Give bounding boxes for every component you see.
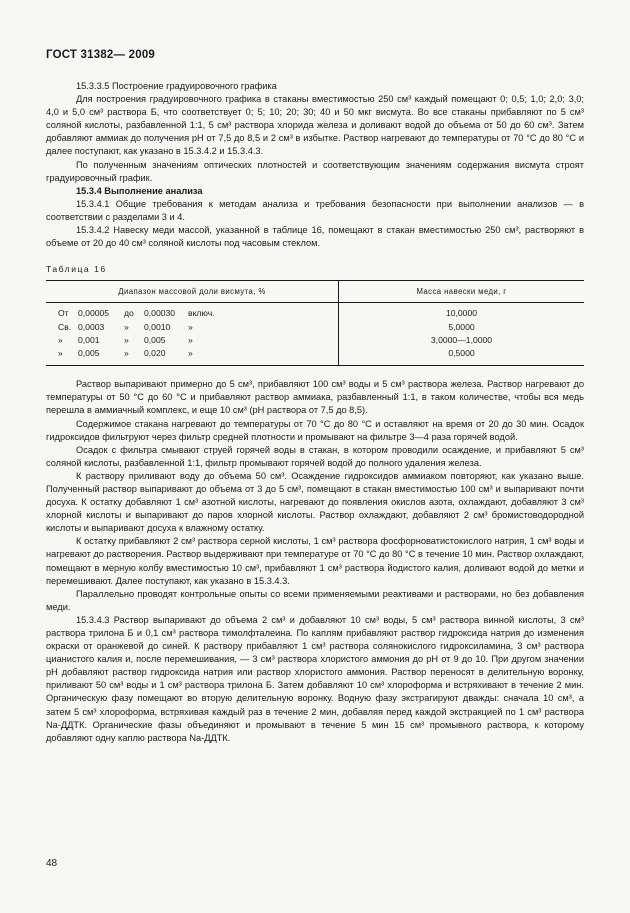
- range-to-word: »: [124, 321, 129, 332]
- range-to: 0,020: [144, 348, 166, 359]
- table-16: [46, 280, 584, 366]
- table-header-range: Диапазон массовой доли висмута, %: [46, 281, 339, 303]
- document-header: ГОСТ 31382— 2009: [46, 49, 156, 61]
- table-header-mass: Масса навески меди, г: [339, 281, 585, 303]
- range-to: 0,00030: [144, 308, 176, 319]
- mass-value: 10,0000: [445, 308, 478, 319]
- table-row: [46, 334, 584, 347]
- range-prefix: От: [58, 308, 69, 319]
- range-to: 0,005: [144, 334, 166, 345]
- table-caption: Таблица 16: [46, 264, 107, 275]
- heading-15-3-4: 15.3.4 Выполнение анализа: [76, 185, 203, 196]
- range-to-word: »: [124, 334, 129, 345]
- paragraph: Содержимое стакана нагревают до температуры от 70 °С до 80 °С и оставляют на время от 20 до 30 мин. Осадок гидроксидов фильтруют через фильтр средней плотности и промывают на фильтре 3—4 раза горячей водой.: [46, 418, 584, 442]
- range-to-word: до: [124, 308, 134, 319]
- range-to-word: »: [124, 348, 129, 359]
- paragraph: Параллельно проводят контрольные опыты со всеми применяемыми реактивами и растворами, но без добавления меди.: [46, 588, 584, 612]
- range-suffix: »: [188, 348, 193, 359]
- range-from: 0,001: [78, 334, 100, 345]
- page-number: 48: [46, 858, 58, 869]
- range-from: 0,0003: [78, 321, 105, 332]
- paragraph: К остатку прибавляют 2 см³ раствора серной кислоты, 1 см³ раствора фосфорноватистокислого натрия, 1 см³ воды и нагревают до растворения. Раствор выдерживают при температуре от 70 °С до 80 °С в течение 10 мин. Раствор охлаждают, помещают в мерную колбу вместимостью 10 см³, прибавляют 1 см³ раствора йодистого калия, доливают водой до метки и перемешивают. Далее поступают, как указано в 15.3.4.3.: [46, 536, 584, 586]
- paragraph: Раствор выпаривают примерно до 5 см³, прибавляют 100 см³ воды и 5 см³ раствора железа. Раствор нагревают до температуры от 50 °С до 60 °С и прибавляют раствор аммиака, разбавленный 1:1, в таком количестве, чтобы вся медь перешла в аммиачный комплекс, и еще 10 см³ (pH раствора от 7,5 до 8,5).: [46, 379, 584, 416]
- range-from: 0,005: [78, 348, 100, 359]
- table-row: [46, 303, 584, 321]
- range-prefix: Св.: [58, 321, 72, 332]
- mass-value: 0,5000: [448, 348, 475, 359]
- paragraph: 15.3.4.3 Раствор выпаривают до объема 2 см³ и добавляют 10 см³ воды, 5 см³ раствора винной кислоты, 3 см³ раствора трилона Б и 0,1 см³ раствора тимолфталеина. По каплям прибавляют раствор гидроксида натрия до изменения окраски от оранжевой до синей. К раствору прибавляют 1 см³ раствора солянокислого гидроксиламина, 3 см³ раствора цианистого калия и, после перемешивания, — 3 см³ раствора хлористого аммония до pH от 9 до 10. При другом значении pH добавляют раствор гидроксида натрия или раствор хлористого аммония. Раствор переносят в делительную воронку, приливают 50 см³ воды и 1 см³ раствора трилона Б. Затем добавляют 10 см³ хлороформа и встряхивают в течение 2 мин. Органическую фазу помещают во вторую делительную воронку. Водную фазу экстрагируют дважды: сначала 10 см³, а затем 5 см³ хлороформа, встряхивая каждый раз в течение 2 мин, добавляя перед каждой экстракцией по 1 см³ раствора Na-ДДТК. Органические фазы объединяют и промывают в течение 5 мин 15 см³ промывного раствора, к которому добавляют одну каплю раствора Na-ДДТК.: [46, 614, 584, 743]
- paragraph: 15.3.4.2 Навеску меди массой, указанной в таблице 16, помещают в стакан вместимостью 250 см³, растворяют в объеме от 20 до 40 см³ соляной кислоты под часовым стеклом.: [46, 225, 584, 249]
- heading-15-3-3-5: 15.3.3.5 Построение градуировочного графика: [76, 81, 277, 91]
- paragraph: 15.3.4.1 Общие требования к методам анализа и требования безопасности при выполнении анализов — в соответствии с разделами 3 и 4.: [46, 198, 584, 222]
- range-prefix: »: [58, 348, 63, 359]
- table-row: [46, 347, 584, 366]
- mass-value: 5,0000: [448, 321, 475, 332]
- range-from: 0,00005: [78, 308, 110, 319]
- paragraph: К раствору приливают воду до объема 50 см³. Осаждение гидроксидов аммиаком повторяют, как указано выше. Полученный раствор выпаривают до объема от 3 до 5 см³, помещают в стакан вместимостью 100 см³ и выпаривают почти досуха. К остатку добавляют 1 см³ азотной кислоты, нагревают до появления окислов азота, охлаждают, добавляют 3 см³ хлорной кислоты и выпаривают до паров хлорной кислоты. Раствор охлаждают, добавляют 2 см³ бромистоводородной кислоты и выпаривают досуха к влажному остатку.: [46, 470, 584, 534]
- paragraph: По полученным значениям оптических плотностей и соответствующим значениям содержания висмута строят градуировочный график.: [46, 159, 584, 183]
- table-row: [46, 321, 584, 334]
- range-suffix: »: [188, 334, 193, 345]
- range-suffix: »: [188, 321, 193, 332]
- paragraph: Для построения градуировочного графика в стаканы вместимостью 250 см³ каждый помещают 0; 0,5; 1,0; 2,0; 3,0; 4,0 и 5,0 см³ раствора Б, что соответствует 0; 5; 10; 20; 30; 40 и 50 мкг висмута. Во все стаканы прибавляют по 5 см³ соляной кислоты, разбавленной 1:1, 5 см³ раствора хлорида железа и доливают водой до объема от 50 до 60 см³. Затем добавляют аммиак до получения pH от 7,5 до 8,5 и 2 см³ в избытке. Раствор нагревают до температуры от 70 °С до 80 °С и далее поступают, как указано в 15.3.4.2 и 15.3.4.3.: [46, 94, 584, 157]
- mass-value: 3,0000—1,0000: [430, 334, 493, 345]
- paragraph: Осадок с фильтра смывают струей горячей воды в стакан, в котором проводили осаждение, и прибавляют 5 см³ соляной кислоты, разбавленной 1:1, фильтр промывают горячей водой до полного удаления железа.: [46, 444, 584, 468]
- document-body: [46, 80, 584, 745]
- range-prefix: »: [58, 334, 63, 345]
- range-suffix: включ.: [188, 308, 215, 319]
- range-to: 0,0010: [144, 321, 171, 332]
